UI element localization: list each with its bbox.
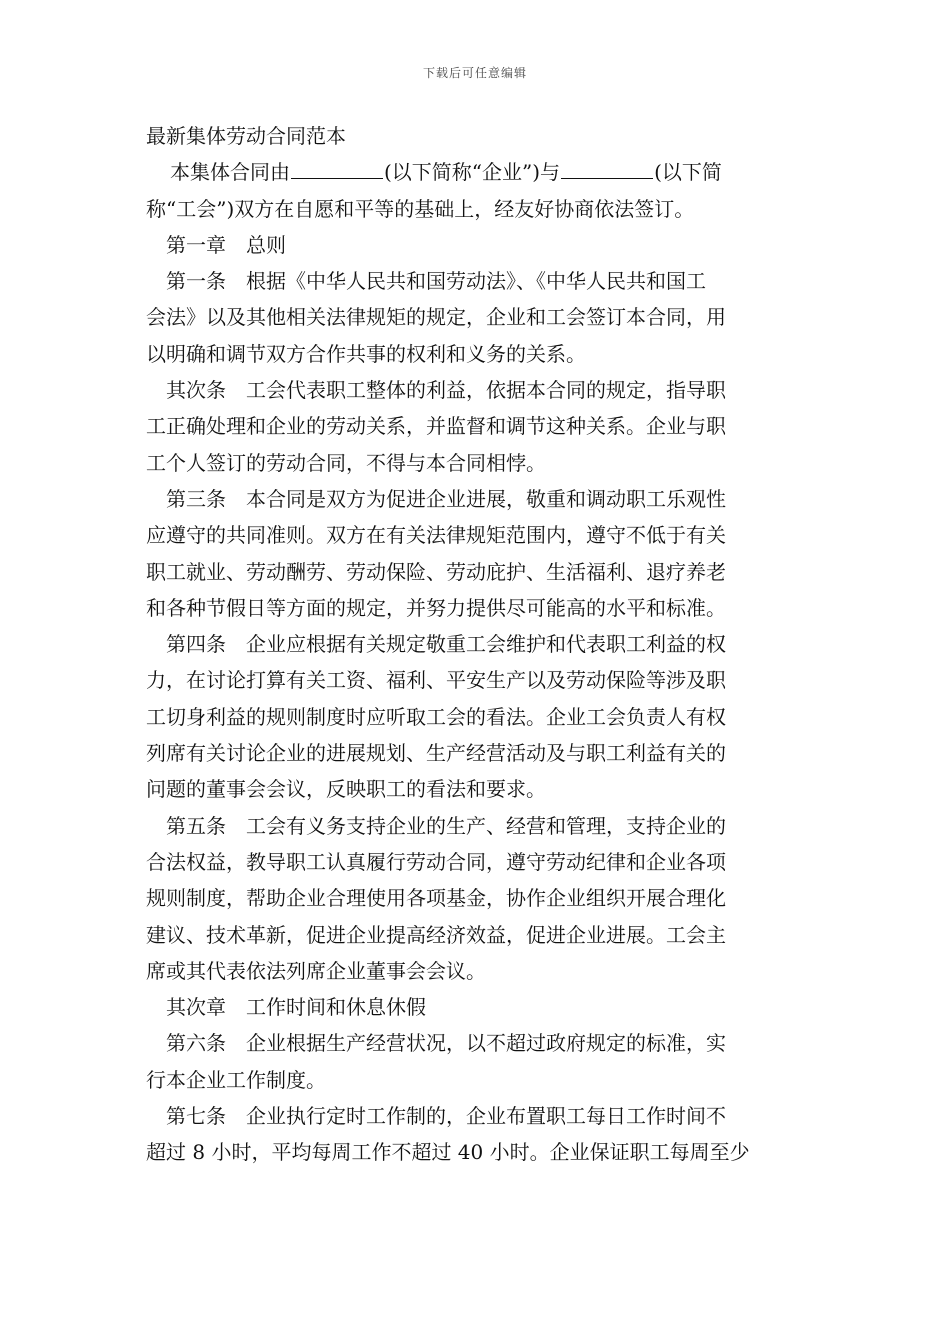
article-5-line-2: 合法权益，教导职工认真履行劳动合同，遵守劳动纪律和企业各项 bbox=[146, 849, 726, 874]
article-3-line-2: 应遵守的共同准则。双方在有关法律规矩范围内，遵守不低于有关 bbox=[146, 523, 726, 548]
party-a-blank-field bbox=[291, 156, 383, 179]
article-4-line-4: 列席有关讨论企业的进展规划、生产经营活动及与职工利益有关的 bbox=[146, 741, 726, 766]
article-4-line-3: 工切身利益的规则制度时应听取工会的看法。企业工会负责人有权 bbox=[146, 704, 726, 729]
chapter-2-heading: 其次章 工作时间和休息休假 bbox=[166, 995, 426, 1020]
article-4-line-5: 问题的董事会会议，反映职工的看法和要求。 bbox=[146, 777, 546, 802]
document-title: 最新集体劳动合同范本 bbox=[146, 124, 346, 148]
article-5-line-5: 席或其代表依法列席企业董事会会议。 bbox=[146, 958, 486, 983]
article-3-line-3: 职工就业、劳动酬劳、劳动保险、劳动庇护、生活福利、退疗养老 bbox=[146, 559, 726, 584]
intro-text-2: (以下简称“企业”)与 bbox=[384, 160, 561, 185]
article-1-line-2: 会法》以及其他相关法律规矩的规定，企业和工会签订本合同，用 bbox=[146, 305, 726, 330]
article-1-line-1: 第一条 根据《中华人民共和国劳动法》、《中华人民共和国工 bbox=[166, 269, 706, 294]
article-4-line-1: 第四条 企业应根据有关规定敬重工会维护和代表职工利益的权 bbox=[166, 632, 726, 657]
article-1-line-3: 以明确和调节双方合作共事的权利和义务的关系。 bbox=[146, 341, 586, 366]
intro-text-3: (以下简 bbox=[654, 160, 722, 185]
document-body bbox=[146, 118, 806, 1171]
intro-line-1 bbox=[146, 154, 806, 190]
article-3-line-1: 第三条 本合同是双方为促进企业进展，敬重和调动职工乐观性 bbox=[166, 486, 726, 511]
party-b-blank-field bbox=[561, 156, 653, 179]
article-6-line-1: 第六条 企业根据生产经营状况，以不超过政府规定的标准，实 bbox=[166, 1031, 726, 1056]
article-7-line-1: 第七条 企业执行定时工作制的，企业布置职工每日工作时间不 bbox=[166, 1104, 726, 1129]
article-7-line-2: 超过 8 小时，平均每周工作不超过 40 小时。企业保证职工每周至少 bbox=[146, 1140, 750, 1165]
article-2-line-2: 工正确处理和企业的劳动关系，并监督和调节这种关系。企业与职 bbox=[146, 414, 726, 439]
intro-line-2: 称“工会”)双方在自愿和平等的基础上，经友好协商依法签订。 bbox=[146, 196, 695, 221]
article-5-line-3: 规则制度，帮助企业合理使用各项基金，协作企业组织开展合理化 bbox=[146, 886, 726, 911]
article-2-line-1: 其次条 工会代表职工整体的利益，依据本合同的规定，指导职 bbox=[166, 378, 726, 403]
article-4-line-2: 力，在讨论打算有关工资、福利、平安生产以及劳动保险等涉及职 bbox=[146, 668, 726, 693]
article-5-line-4: 建议、技术革新，促进企业提高经济效益，促进企业进展。工会主 bbox=[146, 922, 726, 947]
article-6-line-2: 行本企业工作制度。 bbox=[146, 1067, 326, 1092]
intro-text-1: 本集体合同由 bbox=[170, 160, 290, 185]
article-5-line-1: 第五条 工会有义务支持企业的生产、经营和管理，支持企业的 bbox=[166, 813, 726, 838]
article-3-line-4: 和各种节假日等方面的规定，并努力提供尽可能高的水平和标准。 bbox=[146, 595, 726, 620]
chapter-1-heading: 第一章 总则 bbox=[166, 232, 286, 257]
article-2-line-3: 工个人签订的劳动合同，不得与本合同相悖。 bbox=[146, 450, 546, 475]
page-header: 下载后可任意编辑 bbox=[422, 66, 527, 80]
